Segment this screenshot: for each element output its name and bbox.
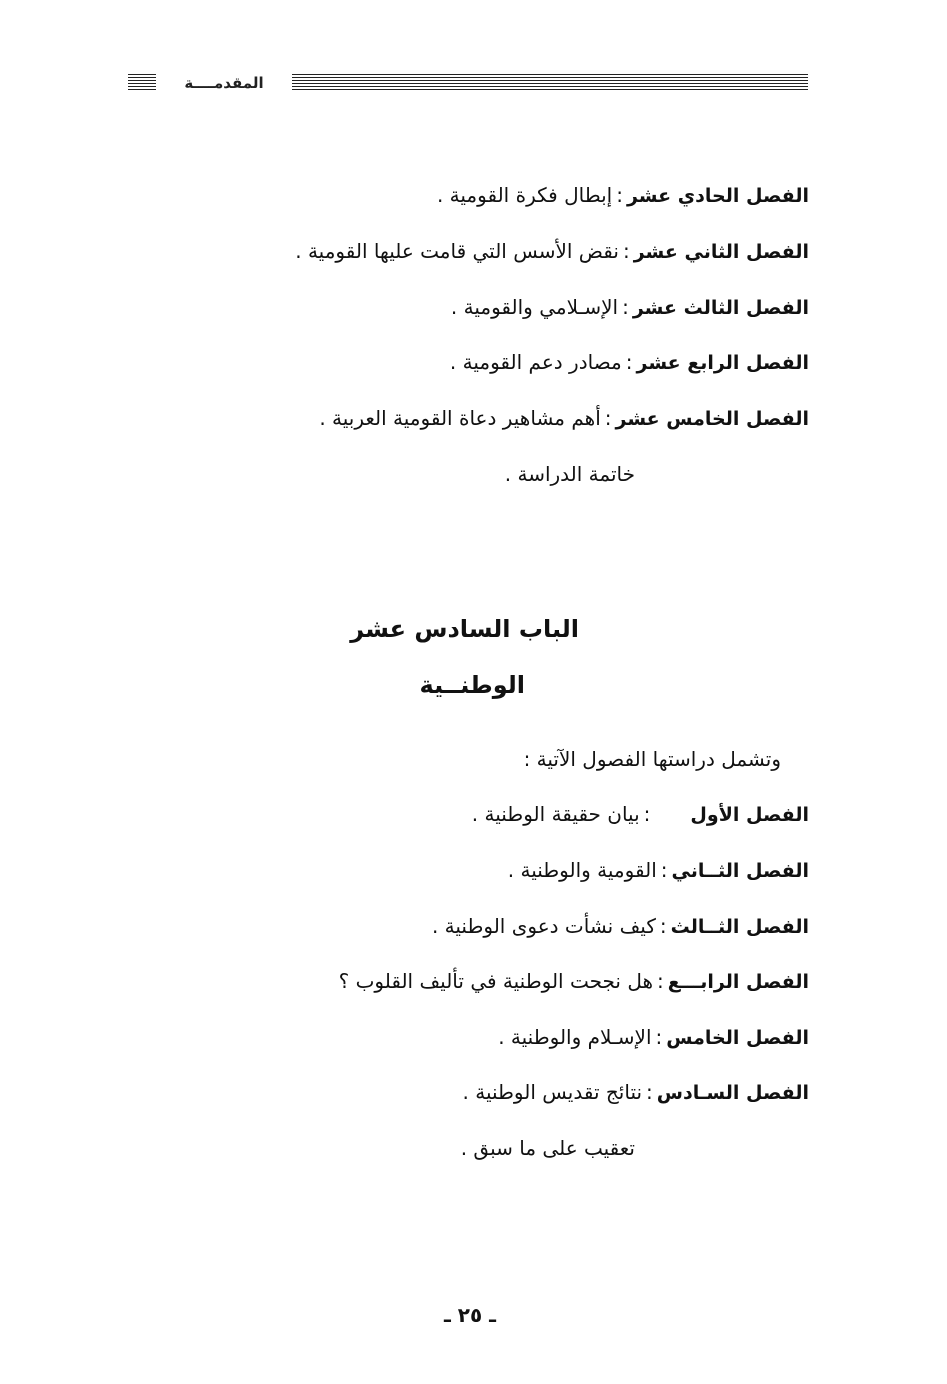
chapter-line — [472, 797, 809, 832]
section-heading: الباب السادس عشر — [350, 615, 579, 643]
chapter-label: الفصل الثــالث — [670, 916, 809, 938]
chapter-separator: : — [655, 1025, 663, 1049]
header-title: المقدمــــة — [184, 74, 264, 92]
chapter-line — [432, 909, 809, 944]
chapter-label: الفصل الرابع عشر — [636, 352, 809, 374]
chapter-label: الفصل الخامس — [666, 1027, 809, 1049]
chapter-line — [295, 234, 809, 269]
conclusion-line: خاتمة الدراسة . — [504, 462, 635, 486]
chapter-label: الفصل الرابـــع — [667, 971, 809, 993]
chapter-separator: : — [646, 1080, 653, 1104]
chapter-label: الفصل الثاني عشر — [633, 241, 809, 263]
chapter-line — [463, 1075, 810, 1110]
chapter-separator: : — [622, 239, 630, 263]
chapter-line — [451, 290, 809, 325]
chapter-title: أهم مشاهير دعاة القومية العربية . — [319, 406, 601, 430]
section-subheading: الوطنــية — [419, 671, 525, 699]
header-rule-long — [292, 74, 808, 92]
chapter-line — [498, 1020, 809, 1055]
chapter-separator: : — [660, 858, 668, 882]
chapter-line — [319, 401, 809, 436]
chapter-separator: : — [657, 969, 664, 993]
section-intro: وتشمل دراستها الفصول الآتية : — [523, 747, 781, 771]
chapter-title: القومية والوطنية . — [507, 858, 657, 882]
chapter-title: الإسـلام والوطنية . — [498, 1025, 652, 1049]
chapter-label: الفصل الثالث عشر — [632, 297, 809, 319]
chapter-label: الفصل الثــاني — [671, 860, 809, 882]
chapter-title: نقض الأسس التي قامت عليها القومية . — [295, 239, 619, 263]
chapter-label: الفصل الخامس عشر — [615, 408, 809, 430]
chapter-line — [437, 178, 809, 213]
chapter-title: الإسـلامي والقومية . — [450, 295, 619, 319]
chapter-line — [508, 853, 809, 888]
chapter-title: بيان حقيقة الوطنية . — [471, 802, 640, 826]
chapter-title: كيف نشأت دعوى الوطنية . — [431, 914, 656, 938]
chapter-title: مصادر دعم القومية . — [449, 350, 622, 374]
chapter-separator: : — [604, 406, 612, 430]
chapter-label: الفصل الحادي عشر — [626, 185, 809, 207]
closing-line: تعقيب على ما سبق . — [460, 1136, 635, 1160]
chapter-separator: : — [616, 183, 623, 207]
chapter-label: الفصل الأول — [690, 804, 809, 826]
running-header — [128, 70, 808, 96]
chapter-label: الفصل السـادس — [656, 1082, 809, 1104]
page-number: ـ ٢٥ ـ — [443, 1303, 497, 1327]
header-rule-short — [128, 74, 156, 92]
chapter-line — [339, 964, 809, 999]
chapter-separator: : — [625, 350, 633, 374]
chapter-title: نتائج تقديس الوطنية . — [462, 1080, 643, 1104]
chapter-title: إبطال فكرة القومية . — [436, 183, 613, 207]
chapter-line — [450, 345, 809, 380]
chapter-title: هل نجحت الوطنية في تأليف القلوب ؟ — [338, 969, 654, 993]
chapter-separator: : — [659, 914, 667, 938]
chapter-separator: : — [622, 295, 629, 319]
chapter-separator: : — [643, 802, 651, 826]
